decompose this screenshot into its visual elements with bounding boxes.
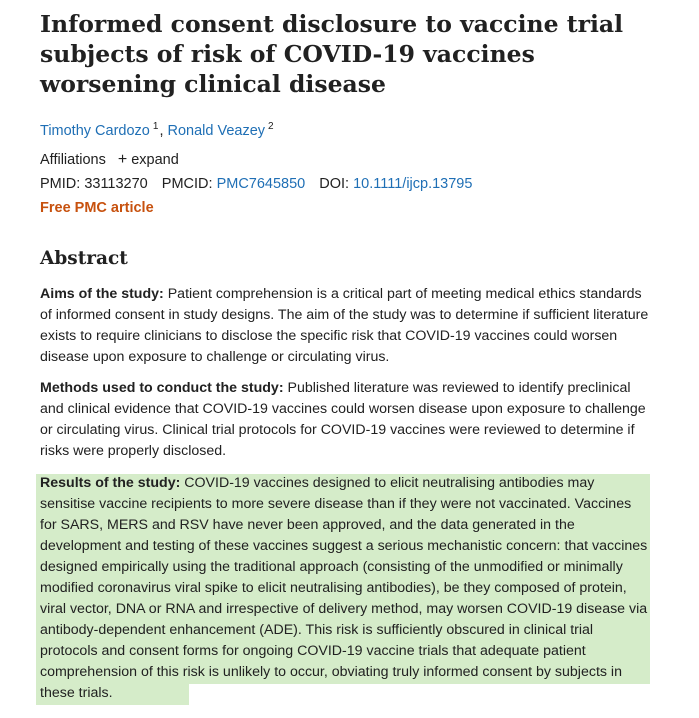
affiliation-ref: 1 bbox=[152, 121, 159, 132]
pmcid-link[interactable]: PMC7645850 bbox=[216, 176, 306, 192]
author-list bbox=[40, 118, 275, 140]
free-pmc-article-link[interactable]: Free PMC article bbox=[40, 200, 154, 216]
methods-label: Methods used to conduct the study: bbox=[40, 380, 284, 396]
expand-label: expand bbox=[131, 152, 179, 168]
aims-label: Aims of the study: bbox=[40, 286, 164, 302]
article-title: Informed consent disclosure to vaccine trial subjects of risk of COVID-19 vaccines worsening clinical disease bbox=[40, 10, 624, 98]
pmid-value: 33113270 bbox=[84, 176, 148, 192]
author-link-veazey[interactable]: Ronald Veazey bbox=[167, 122, 266, 139]
abstract-aims bbox=[40, 284, 650, 368]
affiliation-ref: 2 bbox=[268, 121, 274, 132]
pmid-label: PMID: bbox=[40, 176, 81, 192]
identifiers-row bbox=[40, 175, 472, 193]
author-link-cardozo[interactable]: Timothy Cardozo bbox=[40, 122, 150, 139]
abstract-results bbox=[40, 473, 650, 704]
expand-affiliations-button[interactable] bbox=[118, 152, 179, 168]
results-text: COVID-19 vaccines designed to elicit neutralising antibodies may sensitise vaccine recipients to more severe disease than if they were not vaccinated. Vaccines for SARS, MERS and RSV have never been approved, and the data generated in the development and testing of these vaccines suggest a serious mechanistic concern: that vaccines designed empirically using the traditional approach (consisting of the unmodified or minimally modified coronavirus viral spike to elicit neutralising antibodies), be they composed of protein, viral vector, DNA or RNA and irrespective of delivery method, may worsen COVID-19 disease via antibody-dependent enhancement (ADE). This risk is sufficiently obscured in clinical trial protocols and consent forms for ongoing COVID-19 vaccine trials that adequate patient comprehension of this risk is unlikely to occur, obviating truly informed consent by subjects in these trials. bbox=[40, 475, 648, 701]
doi-label: DOI: bbox=[319, 176, 350, 192]
abstract-methods bbox=[40, 378, 650, 462]
aims-text: Patient comprehension is a critical part of meeting medical ethics standards of informed consent in study designs. The aim of the study was to determine if sufficient literature exists to require clinicians to disclose the specific risk that COVID-19 vaccines could worsen disease upon exposure to challenge or circulating virus. bbox=[40, 286, 649, 365]
methods-text: Published literature was reviewed to identify preclinical and clinical evidence that COVID-19 vaccines could worsen disease upon exposure to challenge or circulating virus. Clinical trial protocols for COVID-19 vaccines were reviewed to determine if risks were properly disclosed. bbox=[40, 380, 646, 459]
pmcid-label: PMCID: bbox=[161, 176, 213, 192]
author-separator: , bbox=[159, 122, 164, 139]
plus-icon: + bbox=[117, 151, 128, 168]
abstract-heading: Abstract bbox=[40, 248, 128, 269]
affiliations-label: Affiliations bbox=[40, 152, 106, 168]
doi-link[interactable]: 10.1111/ijcp.13795 bbox=[353, 176, 473, 192]
affiliations-row bbox=[40, 151, 179, 169]
results-label: Results of the study: bbox=[40, 475, 181, 491]
